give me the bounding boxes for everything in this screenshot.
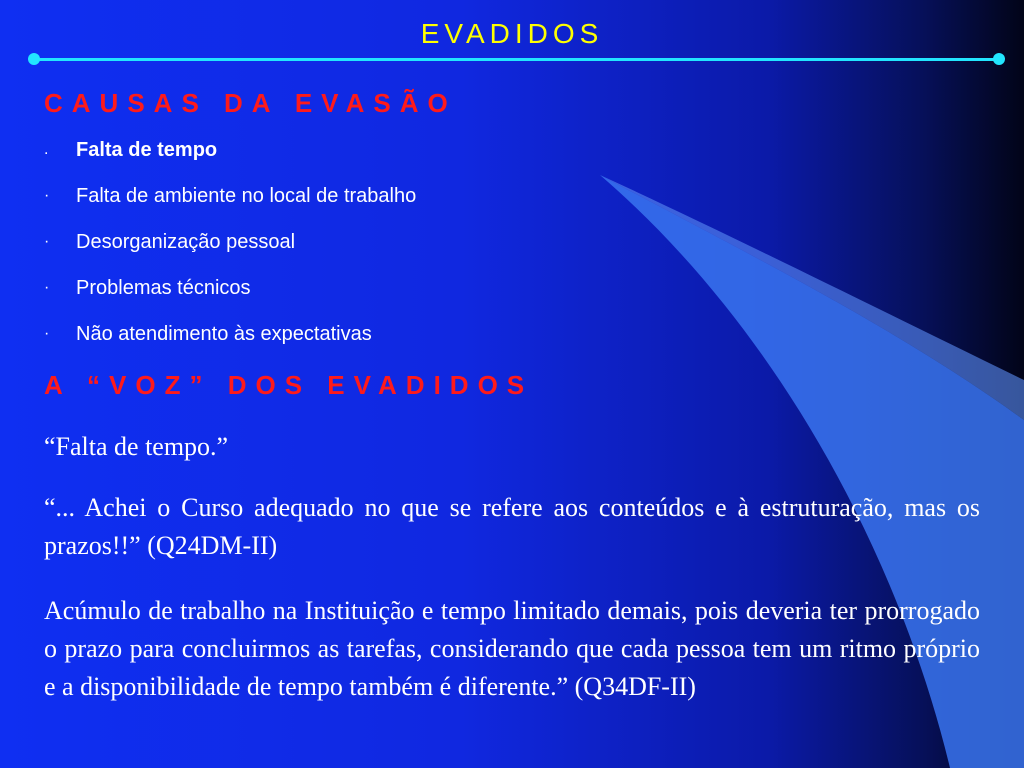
list-item <box>44 276 416 322</box>
section-heading-causes: CAUSAS DA EVASÃO <box>44 88 457 118</box>
list-item-text: Falta de tempo <box>76 139 218 161</box>
bullet-marker: · <box>44 233 50 250</box>
bullet-marker: · <box>44 325 50 342</box>
slide-title: EVADIDOS <box>420 18 604 49</box>
list-item-text: Falta de ambiente no local de trabalho <box>76 185 417 207</box>
causes-list <box>44 138 416 368</box>
quote-3: Acúmulo de trabalho na Instituição e tempo limitado demais, pois deveria ter prorrogado o prazo para concluirmos as tarefas, considerando que cada pessoa tem um ritmo próprio e a disponibilidade de tempo também é diferente.” (Q34DF-II) <box>44 596 980 701</box>
list-item-text: Desorganização pessoal <box>76 231 296 253</box>
list-item <box>44 322 416 368</box>
list-item <box>44 230 416 276</box>
title-divider <box>34 58 1000 61</box>
divider-left-dot <box>28 53 40 65</box>
list-item <box>44 184 416 230</box>
bullet-marker: . <box>44 141 49 158</box>
list-item-text: Problemas técnicos <box>76 277 251 299</box>
list-item <box>44 138 416 184</box>
quote-2: “... Achei o Curso adequado no que se refere aos conteúdos e à estruturação, mas os prazos!!” (Q24DM-II) <box>44 493 980 560</box>
divider-right-dot <box>993 53 1005 65</box>
quote-1: “Falta de tempo.” <box>44 432 229 461</box>
bullet-marker: · <box>44 187 50 204</box>
section-heading-voices: A “VOZ” DOS EVADIDOS <box>44 370 534 400</box>
bullet-marker: · <box>44 279 50 296</box>
list-item-text: Não atendimento às expectativas <box>76 323 372 345</box>
